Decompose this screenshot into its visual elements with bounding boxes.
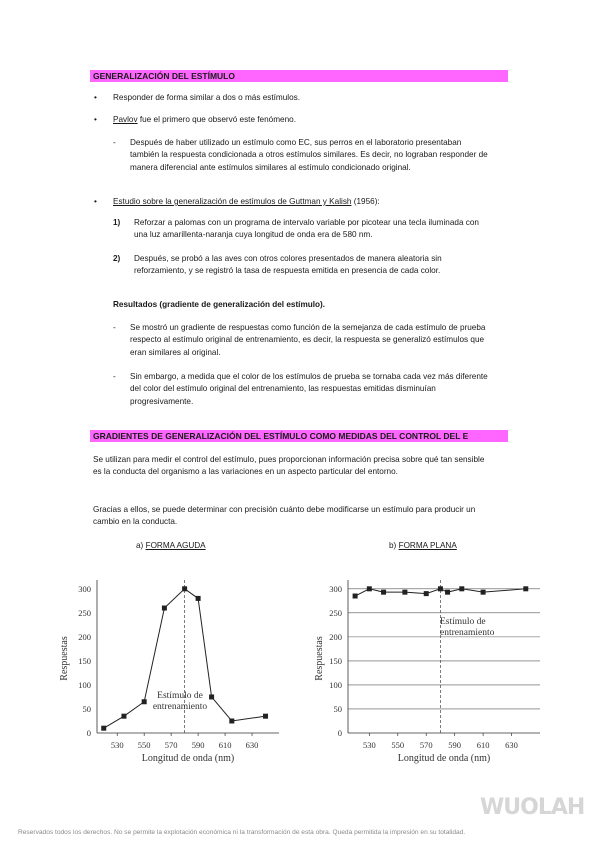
y-tick-label: 150 [78,655,91,666]
x-tick-label: 590 [191,740,205,750]
data-point [196,596,201,601]
bullet-2: Pavlov fue el primero que observó este fenómeno. [113,115,296,124]
paragraph-gradientes-1: Se utilizan para medir el control del estímulo, pues proporcionan información precisa sobre qué tan sensible es la conducta del organismo a las variaciones en un aspecto particular del entorno. [93,455,485,477]
chart-b-caption: b) FORMA PLANA [389,541,457,550]
data-point [209,694,214,699]
result-2: Sin embargo, a medida que el color de los estímulos de prueba se tornaba cada vez más diferente del color del estímulo original del entrenamiento, las respuestas emitidas disminuían progresivamente. [130,372,488,406]
data-point [424,591,429,596]
annotation-line-1: Estímulo de [157,691,203,701]
result-1: Se mostró un gradiente de respuestas como función de la semejanza de cada estímulo de prueba respecto al estímulo original de entrenamiento, es decir, la respuesta se generalizó estímulos que eran similares al original. [130,323,486,357]
y-tick-label: 200 [78,631,91,642]
guttman-kalish-text: Estudio sobre la generalización de estímulos de Guttman y Kalish [113,197,352,206]
annotation-line-2: entrenamiento [152,702,208,712]
x-tick-label: 570 [419,740,433,750]
dash-paragraph-pavlov: Después de haber utilizado un estímulo como EC, sus perros en el laboratorio presentaban también la respuesta condicionada a otros estímulos similares. Es decir, no lograban responder de manera diferencial ante estímulos similares al estímulo condicionado original. [130,138,488,172]
wuolah-watermark-logo: WUOLAH [480,795,585,820]
x-tick-label: 530 [110,740,124,750]
y-tick-label: 50 [82,703,91,714]
dash-marker: - [113,323,116,332]
y-tick-label: 300 [329,583,342,594]
x-tick-label: 530 [362,740,376,750]
bullet-dot: • [94,115,97,124]
y-tick-label: 250 [329,607,342,618]
data-point [121,714,126,719]
y-tick-label: 0 [86,728,91,738]
x-tick-label: 570 [164,740,178,750]
paragraph-gradientes-2: Gracias a ellos, se puede determinar con precisión cuánto debe modificarse un estímulo para producir un cambio en la conducta. [93,505,476,527]
annotation-line-2: entrenamiento [440,628,495,638]
step-2-number: 2) [113,254,121,263]
section-heading-generalizacion: GENERALIZACIÓN DEL ESTÍMULO [90,70,508,82]
step-1-number: 1) [113,218,121,227]
pavlov-text: Pavlov [113,115,138,124]
y-tick-label: 200 [329,631,342,642]
data-point [402,590,407,595]
chart-a-plot [59,580,279,764]
y-tick-label: 0 [337,728,342,738]
dash-marker: - [113,138,116,147]
data-point [353,594,358,599]
chart-b-plot [314,580,540,764]
data-point [445,590,450,595]
y-axis-label: Respuestas [314,636,325,681]
y-tick-label: 150 [329,655,342,666]
x-axis-label: Longitud de onda (nm) [397,753,491,764]
data-point [182,586,187,591]
x-tick-label: 550 [391,740,405,750]
y-tick-label: 100 [329,679,342,690]
data-point [523,586,528,591]
x-tick-label: 610 [218,740,232,750]
data-point [367,586,372,591]
x-tick-label: 630 [245,740,259,750]
y-axis-label: Respuestas [59,636,70,681]
footer-rights-text: Reservados todos los derechos. No se permite la explotación económica ni la transformación de esta obra. Queda permitida la impresión en su totalidad. [18,829,466,836]
step-2-text: Después, se probó a las aves con otros colores presentados de manera aleatoria sin reforzamiento, y se registró la tasa de respuesta emitida en presencia de cada color. [134,254,442,276]
data-point [162,606,167,611]
x-tick-label: 630 [505,740,518,750]
x-tick-label: 610 [476,740,490,750]
x-axis-label: Longitud de onda (nm) [141,753,235,764]
bullet-dot: • [94,93,97,102]
bullet-3: Estudio sobre la generalización de estímulos de Guttman y Kalish (1956): [113,197,380,206]
data-point [481,590,486,595]
y-tick-label: 300 [78,583,91,594]
data-point [101,726,106,731]
data-point [263,714,268,719]
data-point [438,586,443,591]
data-point [381,590,386,595]
y-tick-label: 100 [78,679,91,690]
data-point [142,699,147,704]
y-tick-label: 250 [78,607,91,618]
data-point [229,718,234,723]
chart-b-forma-plana [310,568,545,773]
annotation-line-1: Estímulo de [440,617,486,627]
chart-a-forma-aguda [55,568,285,773]
step-1-text: Reforzar a palomas con un programa de intervalo variable por picotear una tecla iluminada con una luz amarillenta-naranja cuya longitud de onda era de 580 nm. [134,218,479,240]
dash-marker: - [113,372,116,381]
y-tick-label: 50 [333,703,342,714]
bullet-1: Responder de forma similar a dos o más estímulos. [113,93,301,102]
x-tick-label: 550 [137,740,151,750]
results-heading: Resultados (gradiente de generalización del estímulo). [113,300,326,309]
bullet-dot: • [94,197,97,206]
chart-a-caption: a) FORMA AGUDA [136,541,206,550]
section-heading-gradientes: GRADIENTES DE GENERALIZACIÓN DEL ESTÍMULO COMO MEDIDAS DEL CONTROL DEL E [90,430,508,442]
x-tick-label: 590 [448,740,462,750]
data-point [459,586,464,591]
